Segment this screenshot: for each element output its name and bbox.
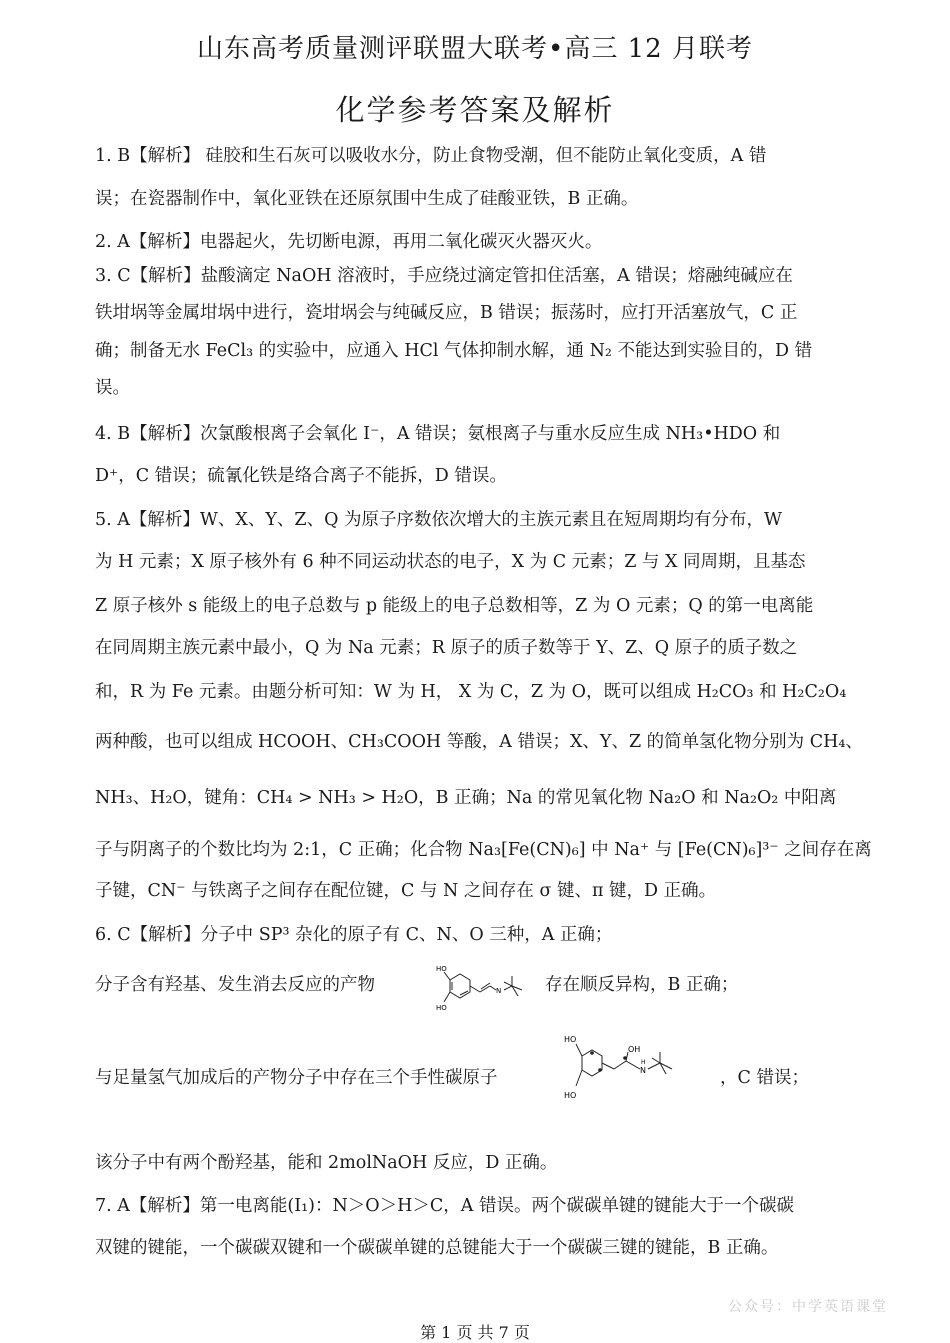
mol1-ho-top-label: HO <box>436 965 447 973</box>
answer-line-q5c <box>95 595 860 617</box>
answer-line-q5i <box>95 880 860 902</box>
answer-text: 该分子中有两个酚羟基，能和 2molNaOH 反应，D 正确。 <box>95 1153 558 1173</box>
answer-text: 【解析】次氯酸根离子会氧化 I⁻，A 错误；氨根离子与重水反应生成 NH₃•HDO 和 <box>130 424 781 444</box>
answer-line-q5a <box>95 509 860 531</box>
answer-line-q2 <box>95 231 860 253</box>
answer-text: 误。 <box>95 378 130 398</box>
answer-line-q3d <box>95 377 860 399</box>
answer-line-q1b <box>95 188 860 210</box>
answer-line-q3c <box>95 340 860 362</box>
mol2-ho-bottom-label: HO <box>564 1091 577 1100</box>
answer-text: D⁺，C 错误；硫氰化铁是络合离子不能拆，D 错误。 <box>95 466 507 486</box>
answer-text: 铁坩埚等金属坩埚中进行，瓷坩埚会与纯碱反应，B 错误；振荡时，应打开活塞放气，C 正 <box>95 303 798 323</box>
molecule-diagram-elimination-product <box>430 962 540 1022</box>
mol2-ho-top-label: HO <box>564 1035 577 1044</box>
answer-text: NH₃、H₂O，键角：CH₄ > NH₃ > H₂O，B 正确；Na 的常见氧化物 Na₂O 和 Na₂O₂ 中阳离 <box>95 788 837 808</box>
question-number: 2. A <box>95 232 130 252</box>
answer-text: 【解析】电器起火，先切断电源，再用二氧化碳灭火器灭火。 <box>129 232 603 252</box>
answer-text: Z 原子核外 s 能级上的电子总数与 p 能级上的电子总数相等，Z 为 O 元素；Q 的第一电离能 <box>95 596 814 616</box>
question-number: 3. C <box>95 266 131 286</box>
answer-text: 在同周期主族元素中最小，Q 为 Na 元素；R 原子的质子数等于 Y、Z、Q 原子的质子数之 <box>95 638 798 658</box>
answer-line-q6b2 <box>545 974 738 996</box>
answer-text: 【解析】第一电离能(I₁)：N＞O＞H＞C，A 错误。两个碳碳单键的键能大于一个碳碳 <box>129 1196 794 1216</box>
answer-line-q6d <box>95 1152 860 1174</box>
answer-line-q5g <box>95 787 860 809</box>
answer-line-q5h <box>95 839 872 861</box>
answer-line-q3a <box>95 265 860 287</box>
molecule-diagram-hydrogenated-product <box>560 1030 690 1108</box>
answer-line-q7a <box>95 1195 860 1217</box>
page-number: 第 1 页 共 7 页 <box>420 1323 530 1342</box>
answer-text: 子与阴离子的个数比均为 2:1，C 正确；化合物 Na₃[Fe(CN)₆] 中 Na⁺ 与 [Fe(CN)₆]³⁻ 之间存在离 <box>95 840 872 860</box>
answer-line-q4a <box>95 423 860 445</box>
question-number: 7. A <box>95 1196 130 1216</box>
mol2-h-label: H <box>641 1059 646 1066</box>
answer-line-q5d <box>95 637 860 659</box>
answer-line-q5f <box>95 731 863 753</box>
answer-text: ，C 错误； <box>720 1068 809 1088</box>
question-number: 4. B <box>95 424 131 444</box>
answer-text: 【解析】分子中 SP³ 杂化的原子有 C、N、O 三种，A 正确； <box>130 925 613 945</box>
answer-text: 和，R 为 Fe 元素。由题分析可知：W 为 H， X 为 C，Z 为 O，既可以组成 H₂CO₃ 和 H₂C₂O₄ <box>95 682 847 702</box>
answer-text: 误；在瓷器制作中，氧化亚铁在还原氛围中生成了硅酸亚铁，B 正确。 <box>95 189 639 209</box>
answer-text: 确；制备无水 FeCl₃ 的实验中，应通入 HCl 气体抑制水解，通 N₂ 不能达到实验目的，D 错 <box>95 341 813 361</box>
answer-line-q3b <box>95 302 860 324</box>
answer-text: 双键的键能，一个碳碳双键和一个碳碳单键的总键能大于一个碳碳三键的键能，B 正确。 <box>95 1238 779 1258</box>
answer-line-q7b <box>95 1237 860 1259</box>
answer-line-q6a <box>95 924 860 946</box>
watermark: 公众号：中学英语课堂 <box>728 1299 888 1315</box>
answer-text: 两种酸，也可以组成 HCOOH、CH₃COOH 等酸，A 错误；X、Y、Z 的简单氢化物分别为 CH₄、 <box>95 732 863 752</box>
answer-text: 【解析】 硅胶和生石灰可以吸收水分，防止食物受潮，但不能防止氧化变质，A 错 <box>130 146 767 166</box>
answer-line-q6c2 <box>720 1067 809 1089</box>
header-title: 山东高考质量测评联盟大联考•高三 12 月联考 <box>197 34 753 64</box>
question-number: 6. C <box>95 925 131 945</box>
mol1-n-label: N <box>496 987 502 995</box>
answer-text: 与足量氢气加成后的产物分子中存在三个手性碳原子 <box>95 1068 498 1088</box>
question-number: 1. B <box>95 146 131 166</box>
answer-text: 【解析】W、X、Y、Z、Q 为原子序数依次增大的主族元素且在短周期均有分布，W <box>129 510 782 530</box>
answer-text: 【解析】盐酸滴定 NaOH 溶液时，手应绕过滴定管扣住活塞，A 错误；熔融纯碱应在 <box>130 266 793 286</box>
answer-text: 为 H 元素；X 原子核外有 6 种不同运动状态的电子，X 为 C 元素；Z 与 X 同周期，且基态 <box>95 552 806 572</box>
mol2-oh-label: OH <box>628 1045 641 1054</box>
answer-text: 分子含有羟基、发生消去反应的产物 <box>95 975 375 995</box>
answer-text: 子键，CN⁻ 与铁离子之间存在配位键，C 与 N 之间存在 σ 键、π 键，D 正确。 <box>95 881 717 901</box>
mol2-n-label: N <box>640 1066 646 1075</box>
answer-line-q5e <box>95 681 860 703</box>
answer-line-q1a <box>95 145 860 167</box>
mol1-ho-bottom-label: HO <box>436 1004 447 1012</box>
document-title: 化学参考答案及解析 <box>335 93 615 127</box>
answer-line-q5b <box>95 551 860 573</box>
question-number: 5. A <box>95 510 130 530</box>
answer-line-q4b <box>95 465 860 487</box>
answer-text: 存在顺反异构，B 正确； <box>545 975 739 995</box>
